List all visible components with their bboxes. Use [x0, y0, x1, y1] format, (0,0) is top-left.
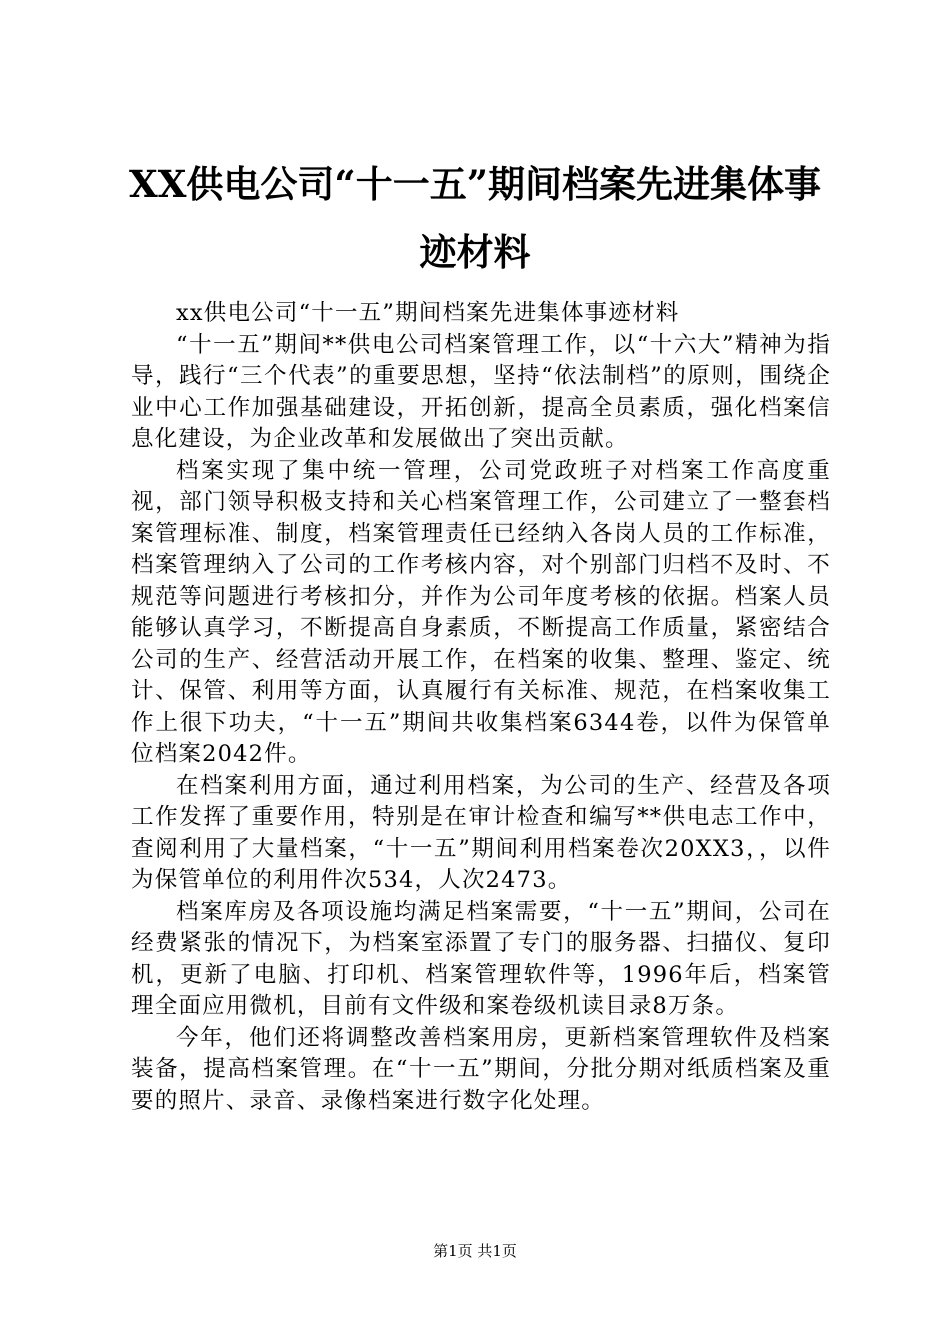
document-body	[131, 298, 831, 1117]
paragraph-plans: 今年，他们还将调整改善档案用房，更新档案管理软件及档案装备，提高档案管理。在“十一五”期间，分批分期对纸质档案及重要的照片、录音、录像档案进行数字化处理。	[131, 1024, 831, 1114]
paragraph-facilities: 档案库房及各项设施均满足档案需要，“十一五”期间，公司在经费紧张的情况下，为档案室添置了专门的服务器、扫描仪、复印机，更新了电脑、打印机、档案管理软件等，1996年后，档案管理全面应用微机，目前有文件级和案卷级机读目录8万条。	[131, 898, 831, 1019]
paragraph-intro: “十一五”期间**供电公司档案管理工作，以“十六大”精神为指导，践行“三个代表”的重要思想，坚持“依法制档”的原则，围绕企业中心工作加强基础建设，开拓创新，提高全员素质，强化档案信息化建设，为企业改革和发展做出了突出贡献。	[131, 331, 831, 452]
paragraph-subtitle: xx供电公司“十一五”期间档案先进集体事迹材料	[176, 300, 680, 326]
paragraph-utilization: 在档案利用方面，通过利用档案，为公司的生产、经营及各项工作发挥了重要作用，特别是在审计检查和编写**供电志工作中，查阅利用了大量档案，“十一五”期间利用档案卷次20XX3，，以件为保管单位的利用件次534，人次2473。	[131, 772, 831, 893]
paragraph-management: 档案实现了集中统一管理，公司党政班子对档案工作高度重视，部门领导积极支持和关心档案管理工作，公司建立了一整套档案管理标准、制度，档案管理责任已经纳入各岗人员的工作标准，档案管理纳入了公司的工作考核内容，对个别部门归档不及时、不规范等问题进行考核扣分，并作为公司年度考核的依据。档案人员能够认真学习，不断提高自身素质，不断提高工作质量，紧密结合公司的生产、经营活动开展工作，在档案的收集、整理、鉴定、统计、保管、利用等方面，认真履行有关标准、规范，在档案收集工作上很下功夫，“十一五”期间共收集档案6344卷，以件为保管单位档案2042件。	[131, 457, 831, 767]
page-footer: 第1页 共1页	[433, 1242, 517, 1260]
document-title: XX供电公司“十一五”期间档案先进集体事迹材料	[129, 162, 821, 274]
